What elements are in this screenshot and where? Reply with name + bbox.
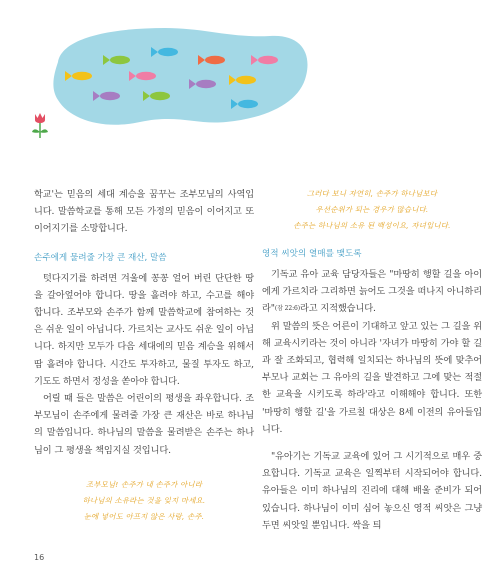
handwritten-line: 그러다 보니 자연히, 손주가 하나님보다 (306, 189, 438, 198)
right-column (262, 186, 482, 534)
paragraph-text: 라고 지적했습니다. (299, 303, 376, 315)
paragraph-educators (262, 266, 482, 318)
handwritten-note-left (34, 477, 254, 525)
paragraph-text: 기독교 유아 교육 담당자들은 "마땅히 행할 길을 아이에게 가르치라 그리하면 늙어도 그것을 떠나지 아니하리라" (262, 269, 482, 315)
left-column (34, 186, 254, 525)
handwritten-line: 조부모님! 손주가 내 손주가 아니라 (85, 479, 203, 489)
paragraph-infancy: "유아기는 기독교 교육에 있어 그 시기적으로 매우 중요합니다. 기독교 교육은 일찍부터 시작되어야 합니다. 유아들은 이미 하나님의 진리에 대해 배울 준비가 되어 있습니다. 하나님이 이미 심어 놓으신 영적 씨앗은 그냥 두면 씨앗일 뿐입니다. 싹을 틔 (262, 451, 482, 531)
handwritten-note-right (262, 186, 482, 234)
paragraph-childhood-word: 어릴 때 들은 말씀은 어린이의 평생을 좌우합니다. 조부모님이 손주에게 물려줄 가장 큰 재산은 바로 하나님의 말씀입니다. 하나님의 말씀을 물려받은 손주는 하나님이 그 평생을 책임지실 것입니다. (34, 393, 254, 456)
section-heading-seed: 영적 씨앗의 열매를 맺도록 (262, 249, 362, 259)
fish-illustration (0, 0, 500, 160)
paragraph-groundwork: 텃다지기를 하려면 겨울에 꽁꽁 얼어 버린 단단한 땅을 갈아엎어야 합니다. 땅을 흘려야 하고, 수고를 해야 합니다. 조부모와 손주가 함께 말씀학교에 참여하는 것은 쉬운 일이 아닙니다. 가르치는 교사도 쉬운 일이 아닙니다. 하지만 모두가 다음 세대에의 믿음 계승을 위해서 땀 흘려야 합니다. 시간도 투자하고, 물질 투자도 하고, 기도도 하면서 정성을 쏟아야 합니다. (34, 272, 254, 387)
paragraph-intro-end: 학교'는 믿음의 세대 계승을 꿈꾸는 조부모님의 사역입니다. 말씀학교를 통해 모든 가정의 믿음이 이어지고 또 이어지기를 소망합니다. (34, 189, 254, 235)
page-number: 16 (34, 553, 45, 562)
handwritten-line: 눈에 넣어도 아프지 않은 사랑, 손주. (83, 511, 205, 521)
section-heading-inheritance: 손주에게 물려줄 가장 큰 재산, 말씀 (34, 252, 167, 263)
tulip-icon (32, 113, 48, 138)
paragraph-meaning: 위 말씀의 뜻은 어른이 기대하고 앞고 있는 그 길을 위해 교육시키라는 것이 아니라 '자녀가 마땅히 가야 할 길과 잘 조화되고, 협력해 일치되는 하나님의 뜻에 맞추어 부모나 교회는 그 유아의 길을 발견하고 그에 맞는 적절한 교육을 시키도록 하라'라고 이해해야 합니다. 또한 '마땅히 행할 길'을 가르칠 대상은 8세 이전의 유아들입니다. (262, 320, 482, 435)
handwritten-line: 우선순위가 되는 경우가 많습니다. (315, 205, 429, 214)
handwritten-line: 하나님의 소유라는 것을 잊지 마세요. (82, 495, 206, 505)
scripture-reference: (잠 22:6) (274, 305, 300, 313)
handwritten-line: 손주는 하나님의 소유 된 백성이요, 자녀입니다. (293, 221, 451, 230)
